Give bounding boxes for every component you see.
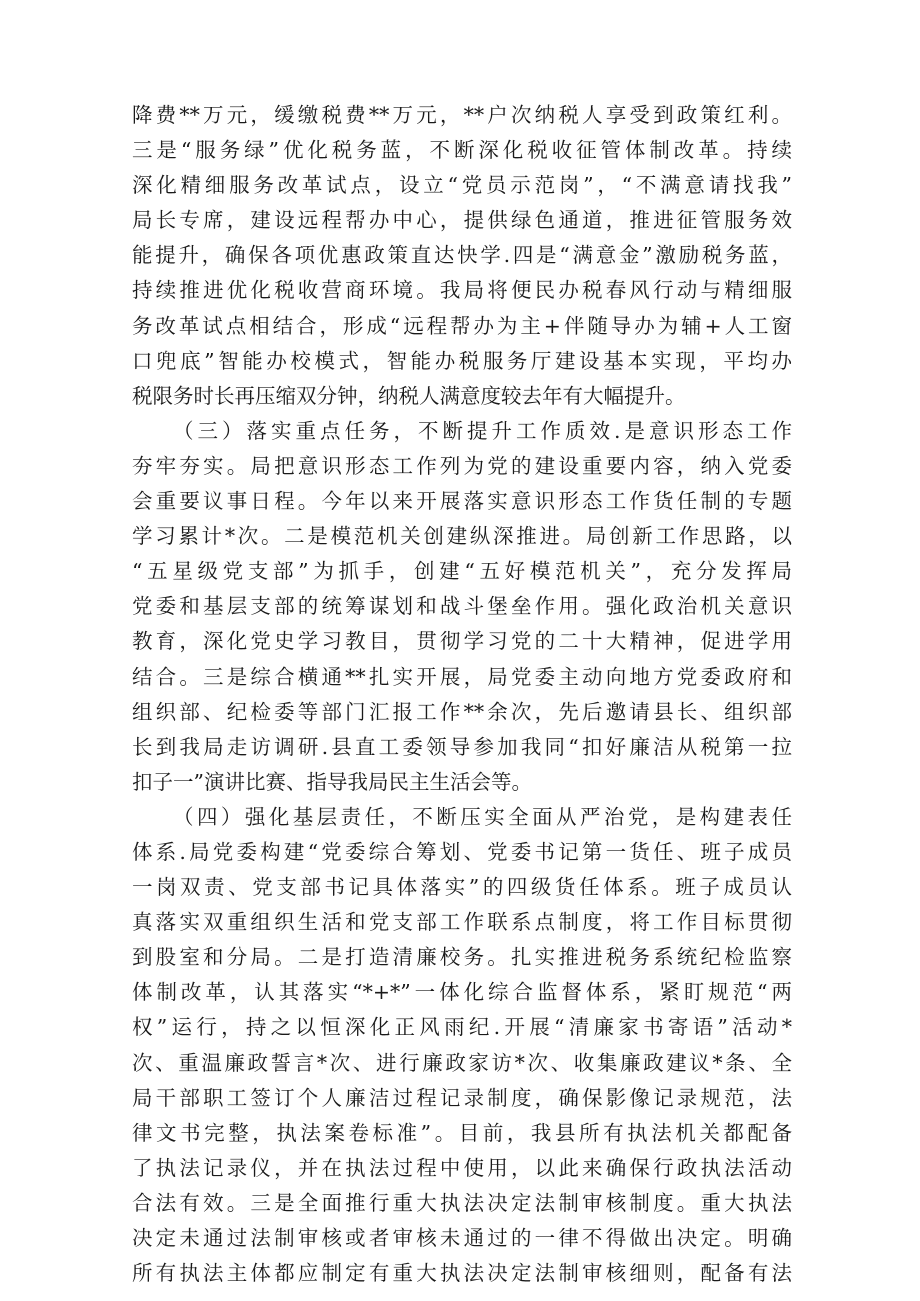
text-line: “五星级党支部”为抓手，创建“五好模范机关”，充分发挥局 <box>132 559 792 584</box>
text-line: 决定未通过法制审核或者审核未通过的一律不得做出决定。明确 <box>132 1226 792 1250</box>
text-line: 降费**万元，缓缴税费**万元，**户次纳税人享受到政策红利。 <box>132 103 792 127</box>
text-line: 次、重温廉政誓言*次、进行廉政家访*次、收集廉政建议*条、全 <box>132 1050 792 1075</box>
text-line: 教育，深化党史学习教目，贯彻学习党的二十大精神，促进学用 <box>132 629 792 654</box>
text-line: 到股室和分局。二是打造清廉校务。扎实推进税务系统纪检监察 <box>132 945 792 970</box>
text-line: 持续推进优化税收营商环境。我局将便民办税春风行动与精细服 <box>132 278 792 303</box>
text-line: 体系.局党委构建“党委综合筹划、党委书记第一货任、班子成员 <box>132 839 792 864</box>
text-line: 能提升，确保各项优惠政策直达快学.四是“满意金”激励税务蓝， <box>132 243 792 268</box>
text-line: 口兜底”智能办校模式，智能办税服务厅建设基本实现，平均办 <box>132 348 792 373</box>
text-line: 了执法记录仪，并在执法过程中使用，以此来确保行政执法活动 <box>132 1155 792 1180</box>
paragraph-start-line: （四）强化基层责任，不断压实全面从严治党，是构建表任 <box>173 804 792 829</box>
text-line: 务改革试点相结合，形成“远程帮办为主+伴随导办为辅+人工窗 <box>132 313 792 338</box>
text-line: 夯牢夯实。局把意识形态工作列为党的建设重要内容，纳入党委 <box>132 453 792 478</box>
text-line: 学习累计*次。二是模范机关创建纵深推进。局创新工作思路，以 <box>132 524 792 549</box>
text-line: 三是“服务绿”优化税务蓝，不断深化税收征管体制改革。持续 <box>132 138 792 163</box>
text-line: 局长专席，建设远程帮办中心，提供绿色通道，推进征管服务效 <box>132 208 792 233</box>
text-line: 税限务时长再压缩双分钟，纳税人满意度较去年有大幅提升。 <box>132 383 686 408</box>
text-line: 所有执法主体都应制定有重大执法决定法制审核细则，配备有法 <box>132 1261 792 1286</box>
text-line: 合法有效。三是全面推行重大执法决定法制审核制度。重大执法 <box>132 1190 792 1215</box>
text-line: 律文书完整，执法案卷标准”。目前，我县所有执法机关都配备 <box>132 1120 792 1145</box>
text-line: 体制改革，认其落实“*+*”一体化综合监督体系，紧盯规范“两 <box>132 980 792 1005</box>
text-line: 结合。三是综合横通**扎实开展，局党委主动向地方党委政府和 <box>132 664 792 689</box>
text-line: 真落实双重组织生活和党支部工作联系点制度，将工作目标贯彻 <box>132 910 792 935</box>
text-line: 组织部、纪检委等部门汇报工作**余次，先后邀请县长、组织部 <box>132 699 792 724</box>
text-line: 党委和基层支部的统筹谋划和战斗堡垒作用。强化政治机关意识 <box>132 594 792 619</box>
document-body <box>132 98 792 1291</box>
paragraph-start-line: （三）落实重点任务，不断提升工作质效.是意识形态工作 <box>173 418 792 443</box>
text-line: 一岗双责、党支部书记具体落实”的四级货任体系。班子成员认 <box>132 875 792 900</box>
text-line: 深化精细服务改革试点，设立“党员示范岗”，“不满意请找我” <box>132 173 792 198</box>
text-line: 局干部职工签订个人廉洁过程记录制度，确保影像记录规范，法 <box>132 1085 792 1110</box>
text-line: 扣子一”演讲比赛、指导我局民主生活会等。 <box>132 769 532 794</box>
text-line: 会重要议事日程。今年以来开展落实意识形态工作货任制的专题 <box>132 489 792 514</box>
text-line: 权”运行，持之以恒深化正风雨纪.开展“清廉家书寄语”活动* <box>132 1015 792 1040</box>
text-line: 长到我局走访调研.县直工委领导参加我同“扣好廉洁从税第一拉 <box>132 734 792 759</box>
